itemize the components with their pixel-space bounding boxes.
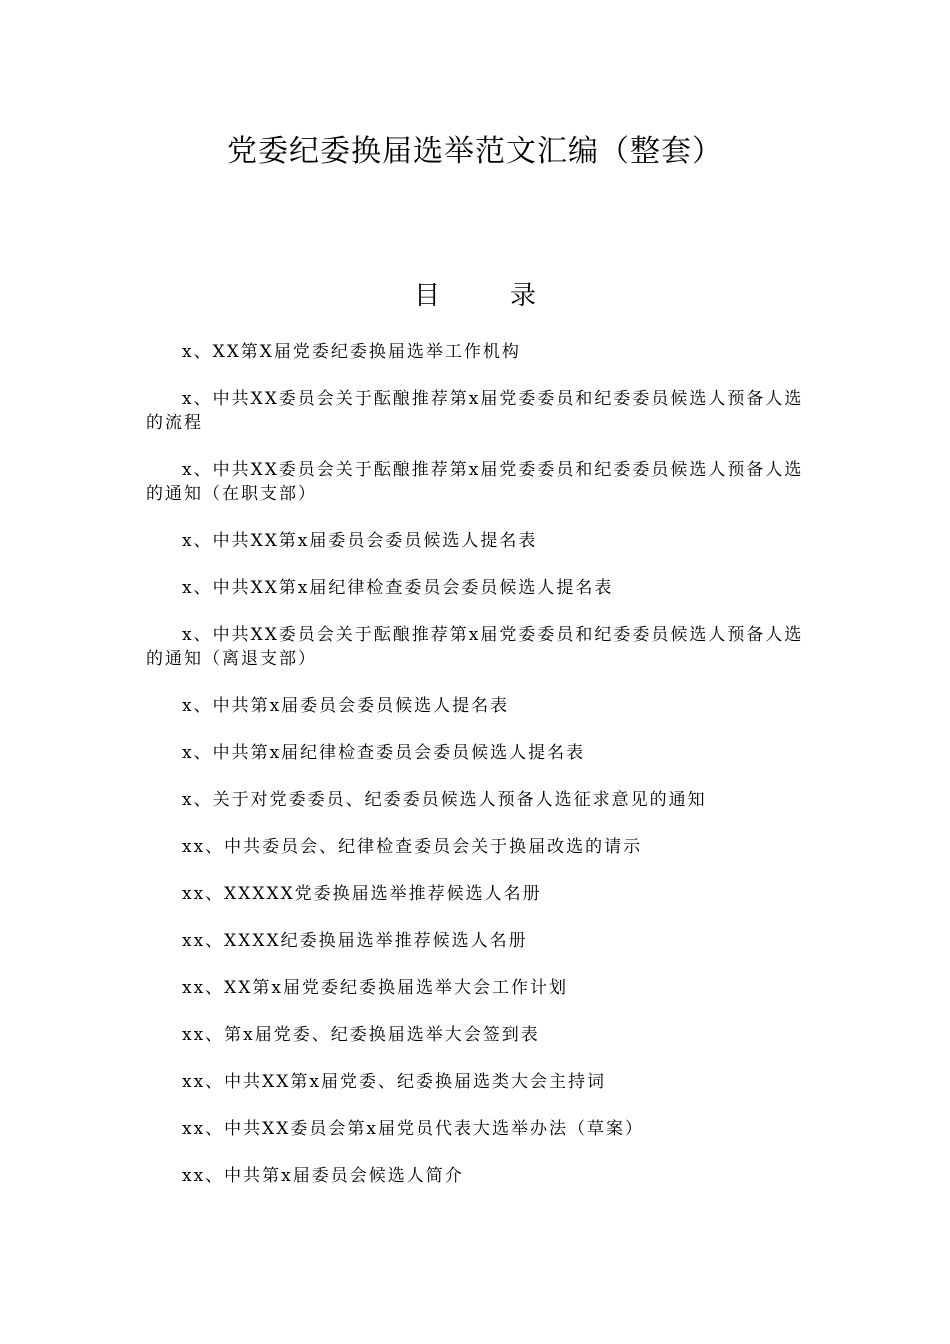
document-title: 党委纪委换届选举范文汇编（整套）: [227, 134, 723, 169]
toc-item[interactable]: xx、中共第x届委员会候选人简介: [182, 1166, 464, 1186]
toc-item[interactable]: x、中共XX委员会关于酝酿推荐第x届党委委员和纪委委员候选人预备人选的流程: [146, 389, 804, 433]
toc-item[interactable]: x、XX第X届党委纪委换届选举工作机构: [182, 342, 521, 362]
toc-heading: [0, 278, 950, 314]
toc-item[interactable]: x、关于对党委委员、纪委委员候选人预备人选征求意见的通知: [182, 790, 707, 810]
toc-item[interactable]: x、中共XX委员会关于酝酿推荐第x届党委委员和纪委委员候选人预备人选的通知（离退支部）: [146, 625, 804, 669]
toc-item[interactable]: x、中共第x届委员会委员候选人提名表: [182, 696, 510, 716]
toc-item[interactable]: xx、中共XX委员会第x届党员代表大选举办法（草案）: [182, 1119, 644, 1139]
toc-item[interactable]: xx、第x届党委、纪委换届选举大会签到表: [182, 1025, 540, 1045]
toc-item[interactable]: x、中共XX第x届纪律检查委员会委员候选人提名表: [182, 578, 614, 598]
toc-item[interactable]: x、中共XX委员会关于酝酿推荐第x届党委委员和纪委委员候选人预备人选的通知（在职支部）: [146, 460, 804, 504]
toc-item[interactable]: xx、XXXXX党委换届选举推荐候选人名册: [182, 884, 542, 904]
toc-list: [146, 340, 808, 1211]
toc-item[interactable]: x、中共第x届纪律检查委员会委员候选人提名表: [182, 743, 586, 763]
toc-heading-left: 目: [413, 281, 440, 311]
toc-heading-right: 录: [510, 281, 537, 311]
toc-item[interactable]: xx、中共委员会、纪律检查委员会关于换届改选的请示: [182, 837, 643, 857]
toc-item[interactable]: xx、XX第x届党委纪委换届选举大会工作计划: [182, 978, 568, 998]
toc-item[interactable]: xx、XXXX纪委换届选举推荐候选人名册: [182, 931, 528, 951]
toc-item[interactable]: xx、中共XX第x届党委、纪委换届选类大会主持词: [182, 1072, 606, 1092]
toc-item[interactable]: x、中共XX第x届委员会委员候选人提名表: [182, 531, 538, 551]
